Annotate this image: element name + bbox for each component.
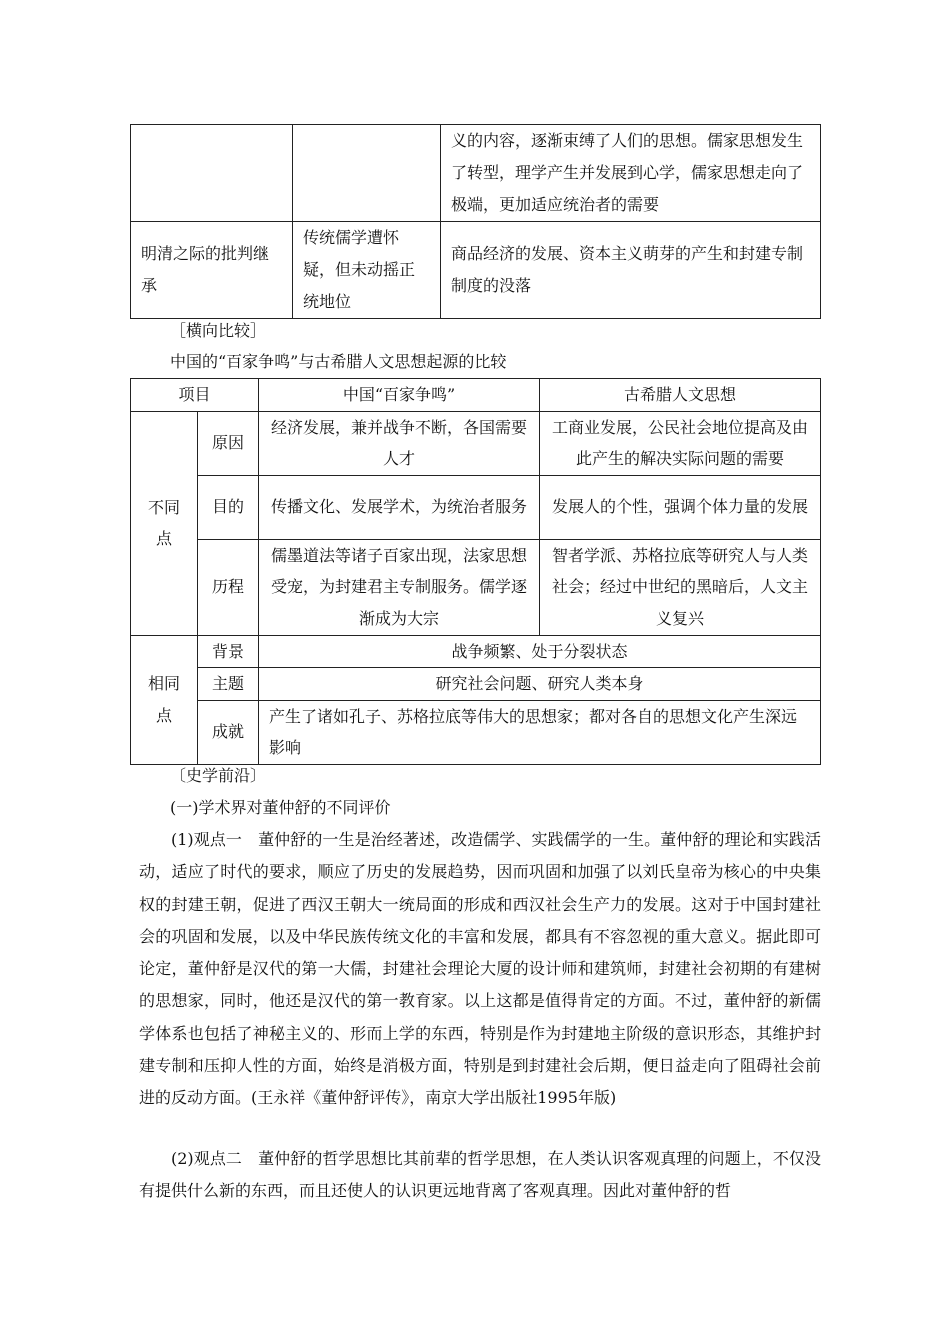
section-heading: 〔史学前沿〕: [170, 766, 267, 785]
row-label: 背景: [198, 635, 259, 668]
comparison-table: [130, 378, 821, 765]
section-title: (一)学术界对董仲舒的不同评价: [170, 798, 391, 817]
table-cell: 研究社会问题、研究人类本身: [259, 668, 821, 701]
section-heading: ［横向比较］: [170, 321, 267, 340]
header-cell: 项目: [131, 379, 259, 412]
table-cell: 产生了诸如孔子、苏格拉底等伟大的思想家；都对各自的思想文化产生深远影响: [259, 700, 821, 764]
table-row: [131, 475, 821, 539]
table-cell: 战争频繁、处于分裂状态: [259, 635, 821, 668]
table-cell: 传播文化、发展学术，为统治者服务: [259, 475, 540, 539]
table-cell: [293, 125, 441, 222]
paragraph-viewpoint-2: (2)观点二 董仲舒的哲学思想比其前辈的哲学思想，在人类认识客观真理的问题上，不仅没有提供什么新的东西，而且还使人的认识更远地背离了客观真理。因此对董仲舒的哲: [139, 1149, 821, 1201]
table-cell: 经济发展，兼并战争不断，各国需要人才: [259, 411, 540, 475]
table-cell: 传统儒学遭怀疑，但未动摇正统地位: [293, 222, 441, 319]
table-cell: 智者学派、苏格拉底等研究人与人类社会；经过中世纪的黑暗后，人文主义复兴: [540, 539, 821, 635]
paragraph-viewpoint-1: (1)观点一 董仲舒的一生是治经著述，改造儒学、实践儒学的一生。董仲舒的理论和实践活动，适应了时代的要求，顺应了历史的发展趋势，因而巩固和加强了以刘氏皇帝为核心的中央集权的封建王朝，促进了西汉王朝大一统局面的形成和西汉社会生产力的发展。这对于中国封建社会的巩固和发展，以及中华民族传统文化的丰富和发展，都具有不容忽视的重大意义。据此即可论定，董仲舒是汉代的第一大儒，封建社会理论大厦的设计师和建筑师，封建社会初期的有建树的思想家，同时，他还是汉代的第一教育家。以上这都是值得肯定的方面。不过，董仲舒的新儒学体系也包括了神秘主义的、形而上学的东西，特别是作为封建地主阶级的意识形态，其维护封建专制和压抑人性的方面，始终是消极方面，特别是到封建社会后期，便日益走向了阻碍社会前进的反动方面。(王永祥《董仲舒评传》，南京大学出版社1995年版): [139, 830, 821, 1108]
table-title: 中国的“百家争鸣”与古希腊人文思想起源的比较: [170, 352, 507, 371]
history-table-continued: [130, 124, 821, 319]
row-label: 目的: [198, 475, 259, 539]
table-cell: [131, 125, 293, 222]
header-cell: 中国“百家争鸣”: [259, 379, 540, 412]
row-label: 成就: [198, 700, 259, 764]
table-row: [131, 411, 821, 475]
group-label: [131, 635, 198, 764]
table-row: [131, 125, 821, 222]
table-cell: 工商业发展，公民社会地位提高及由此产生的解决实际问题的需要: [540, 411, 821, 475]
row-label: 主题: [198, 668, 259, 701]
table-row: [131, 668, 821, 701]
group-label-text: 相同点: [147, 674, 180, 725]
table-cell: 商品经济的发展、资本主义萌芽的产生和封建专制制度的没落: [441, 222, 821, 319]
row-label: 原因: [198, 411, 259, 475]
table-row: [131, 222, 821, 319]
row-label: 历程: [198, 539, 259, 635]
table-cell: 明清之际的批判继承: [131, 222, 293, 319]
group-label: [131, 411, 198, 635]
table-header-row: [131, 379, 821, 412]
table-row: [131, 539, 821, 635]
table-row: [131, 635, 821, 668]
table-cell: 义的内容，逐渐束缚了人们的思想。儒家思想发生了转型，理学产生并发展到心学，儒家思想走向了极端，更加适应统治者的需要: [441, 125, 821, 222]
table-cell: 儒墨道法等诸子百家出现，法家思想受宠，为封建君主专制服务。儒学逐渐成为大宗: [259, 539, 540, 635]
table-cell: 发展人的个性，强调个体力量的发展: [540, 475, 821, 539]
header-cell: 古希腊人文思想: [540, 379, 821, 412]
group-label-text: 不同点: [147, 497, 180, 548]
table-row: [131, 700, 821, 764]
